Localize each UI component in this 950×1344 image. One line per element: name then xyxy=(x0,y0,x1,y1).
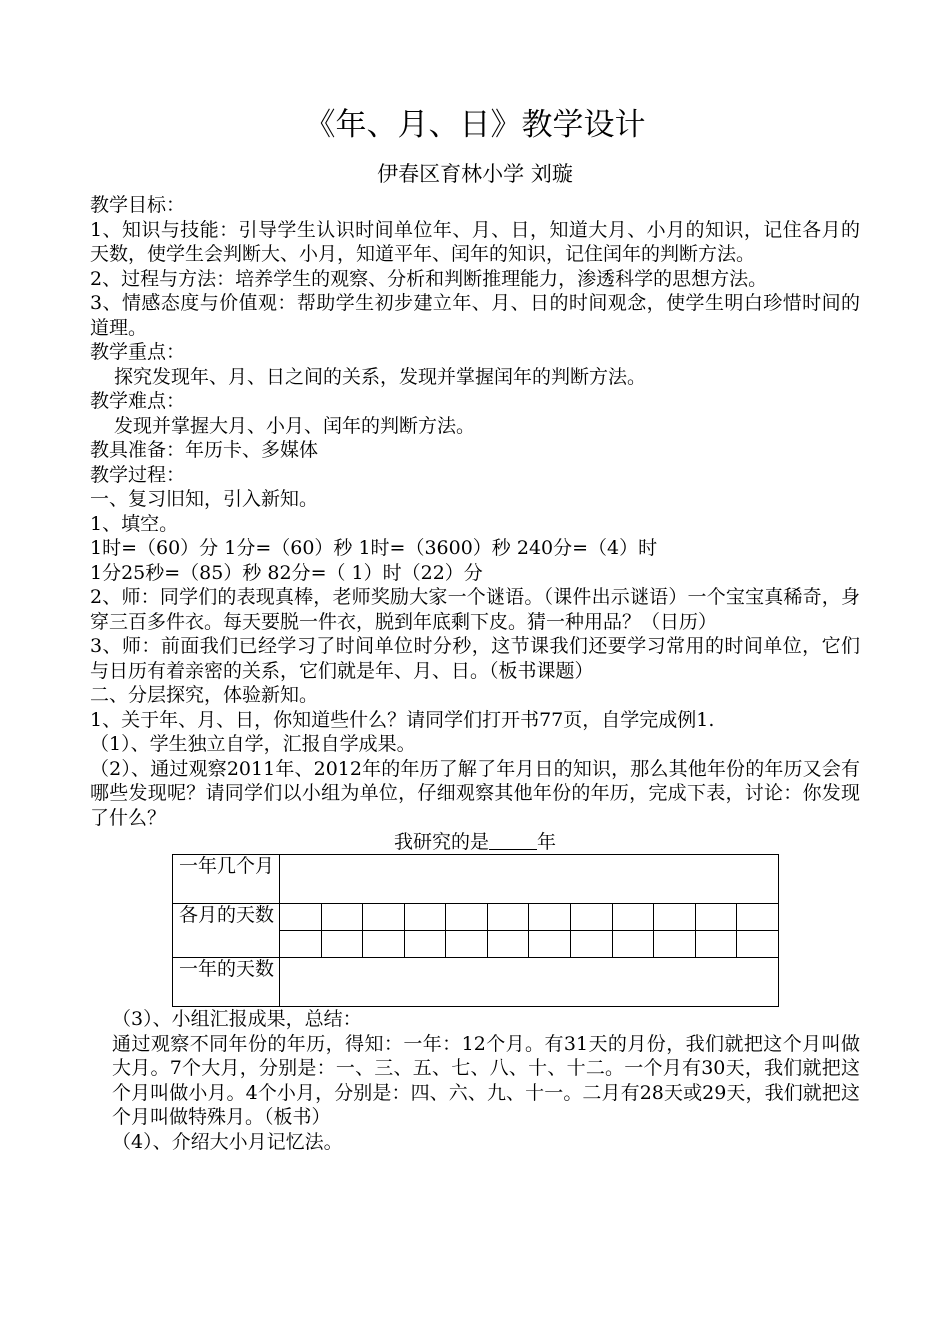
step-3: （3）、小组汇报成果，总结： xyxy=(112,1008,362,1030)
days-cell[interactable] xyxy=(321,931,363,958)
days-cell[interactable] xyxy=(446,931,488,958)
table-caption xyxy=(90,830,860,854)
section-one-heading: 一、复习旧知，引入新知。 xyxy=(90,488,319,510)
heading-process: 教学过程： xyxy=(90,463,186,486)
days-cell[interactable] xyxy=(571,931,613,958)
row-label-year-days: 一年的天数 xyxy=(173,958,280,1007)
month-cell[interactable] xyxy=(487,904,529,931)
intro-paragraph: 3、师：前面我们已经学习了时间单位时分秒，这节课我们还要学习常用的时间单位，它们与日历有着亲密的关系，它们就是年、月、日。（板书课题） xyxy=(90,635,860,682)
fill-blank-line-2: 1分25秒=（85）秒 82分=（ 1）时（22）分 xyxy=(90,561,483,584)
section-two-heading: 二、分层探究，体验新知。 xyxy=(90,684,319,706)
month-cell[interactable] xyxy=(404,904,446,931)
table-row xyxy=(173,958,779,1007)
months-count-cell[interactable] xyxy=(280,855,779,904)
fill-blank-heading: 1、填空。 xyxy=(90,512,179,535)
row-label-months: 一年几个月 xyxy=(173,855,280,904)
document-author: 伊春区育林小学 刘璇 xyxy=(377,162,573,186)
month-cell[interactable] xyxy=(654,904,696,931)
fill-blank-line-1: 1时=（60）分 1分=（60）秒 1时=（3600）秒 240分=（4）时 xyxy=(90,537,658,559)
document-title: 《年、月、日》教学设计 xyxy=(304,107,646,143)
key-points-text: 探究发现年、月、日之间的关系，发现并掌握闰年的判断方法。 xyxy=(114,365,647,388)
table-caption-prefix: 我研究的是 xyxy=(393,831,489,853)
objective-knowledge: 1、知识与技能：引导学生认识时间单位年、月、日，知道大月、小月的知识，记住各月的天数，使学生会判断大、小月，知道平年、闰年的知识，记住闰年的判断方法。 xyxy=(90,218,860,265)
month-cell[interactable] xyxy=(446,904,488,931)
year-blank[interactable] xyxy=(489,831,537,850)
days-cell[interactable] xyxy=(487,931,529,958)
heading-objectives: 教学目标： xyxy=(90,194,186,216)
teaching-aids: 教具准备：年历卡、多媒体 xyxy=(90,439,319,461)
days-cell[interactable] xyxy=(280,931,322,958)
table-caption-suffix: 年 xyxy=(537,831,557,853)
difficulties-text: 发现并掌握大月、小月、闰年的判断方法。 xyxy=(114,414,476,437)
month-cell[interactable] xyxy=(695,904,737,931)
year-days-cell[interactable] xyxy=(280,958,779,1007)
step-4: （4）、介绍大小月记忆法。 xyxy=(112,1130,343,1153)
step-1: （1）、学生独立自学，汇报自学成果。 xyxy=(90,733,416,755)
days-cell[interactable] xyxy=(612,931,654,958)
objective-process: 2、过程与方法：培养学生的观察、分析和判断推理能力，渗透科学的思想方法。 xyxy=(90,267,768,290)
table-row xyxy=(173,855,779,904)
month-cell[interactable] xyxy=(321,904,363,931)
month-cell[interactable] xyxy=(737,904,779,931)
riddle-paragraph: 2、师：同学们的表现真棒，老师奖励大家一个谜语。（课件出示谜语）一个宝宝真稀奇，身穿三百多件衣。每天要脱一件衣，脱到年底剩下皮。猜一种用品？（日历） xyxy=(90,586,860,633)
days-cell[interactable] xyxy=(529,931,571,958)
heading-key-points: 教学重点： xyxy=(90,341,186,363)
days-cell[interactable] xyxy=(737,931,779,958)
days-cell[interactable] xyxy=(404,931,446,958)
study-table xyxy=(172,854,779,1007)
objective-attitude: 3、情感态度与价值观：帮助学生初步建立年、月、日的时间观念，使学生明白珍惜时间的道理。 xyxy=(90,292,860,339)
row-label-days-per-month: 各月的天数 xyxy=(173,904,280,958)
days-cell[interactable] xyxy=(363,931,405,958)
document-page xyxy=(90,103,860,1154)
summary-paragraph: 通过观察不同年份的年历，得知：一年：12个月。有31天的月份，我们就把这个月叫做大月。7个大月，分别是：一、三、五、七、八、十、十二。一个月有30天，我们就把这个月叫做小月。4个小月，分别是：四、六、九、十一。二月有28天或29天，我们就把这个月叫做特殊月。（板书） xyxy=(112,1032,860,1128)
heading-difficulties: 教学难点： xyxy=(90,390,186,412)
days-cell[interactable] xyxy=(654,931,696,958)
question-1: 1、关于年、月、日，你知道些什么？请同学们打开书77页，自学完成例1. xyxy=(90,708,715,731)
month-cell[interactable] xyxy=(363,904,405,931)
month-cell[interactable] xyxy=(529,904,571,931)
table-row xyxy=(173,904,779,931)
step-2: （2）、通过观察2011年、2012年的年历了解了年月日的知识，那么其他年份的年历又会有哪些发现呢？请同学们以小组为单位，仔细观察其他年份的年历，完成下表，讨论：你发现了什么？ xyxy=(90,757,860,829)
month-cell[interactable] xyxy=(280,904,322,931)
month-cell[interactable] xyxy=(571,904,613,931)
month-cell[interactable] xyxy=(612,904,654,931)
days-cell[interactable] xyxy=(695,931,737,958)
